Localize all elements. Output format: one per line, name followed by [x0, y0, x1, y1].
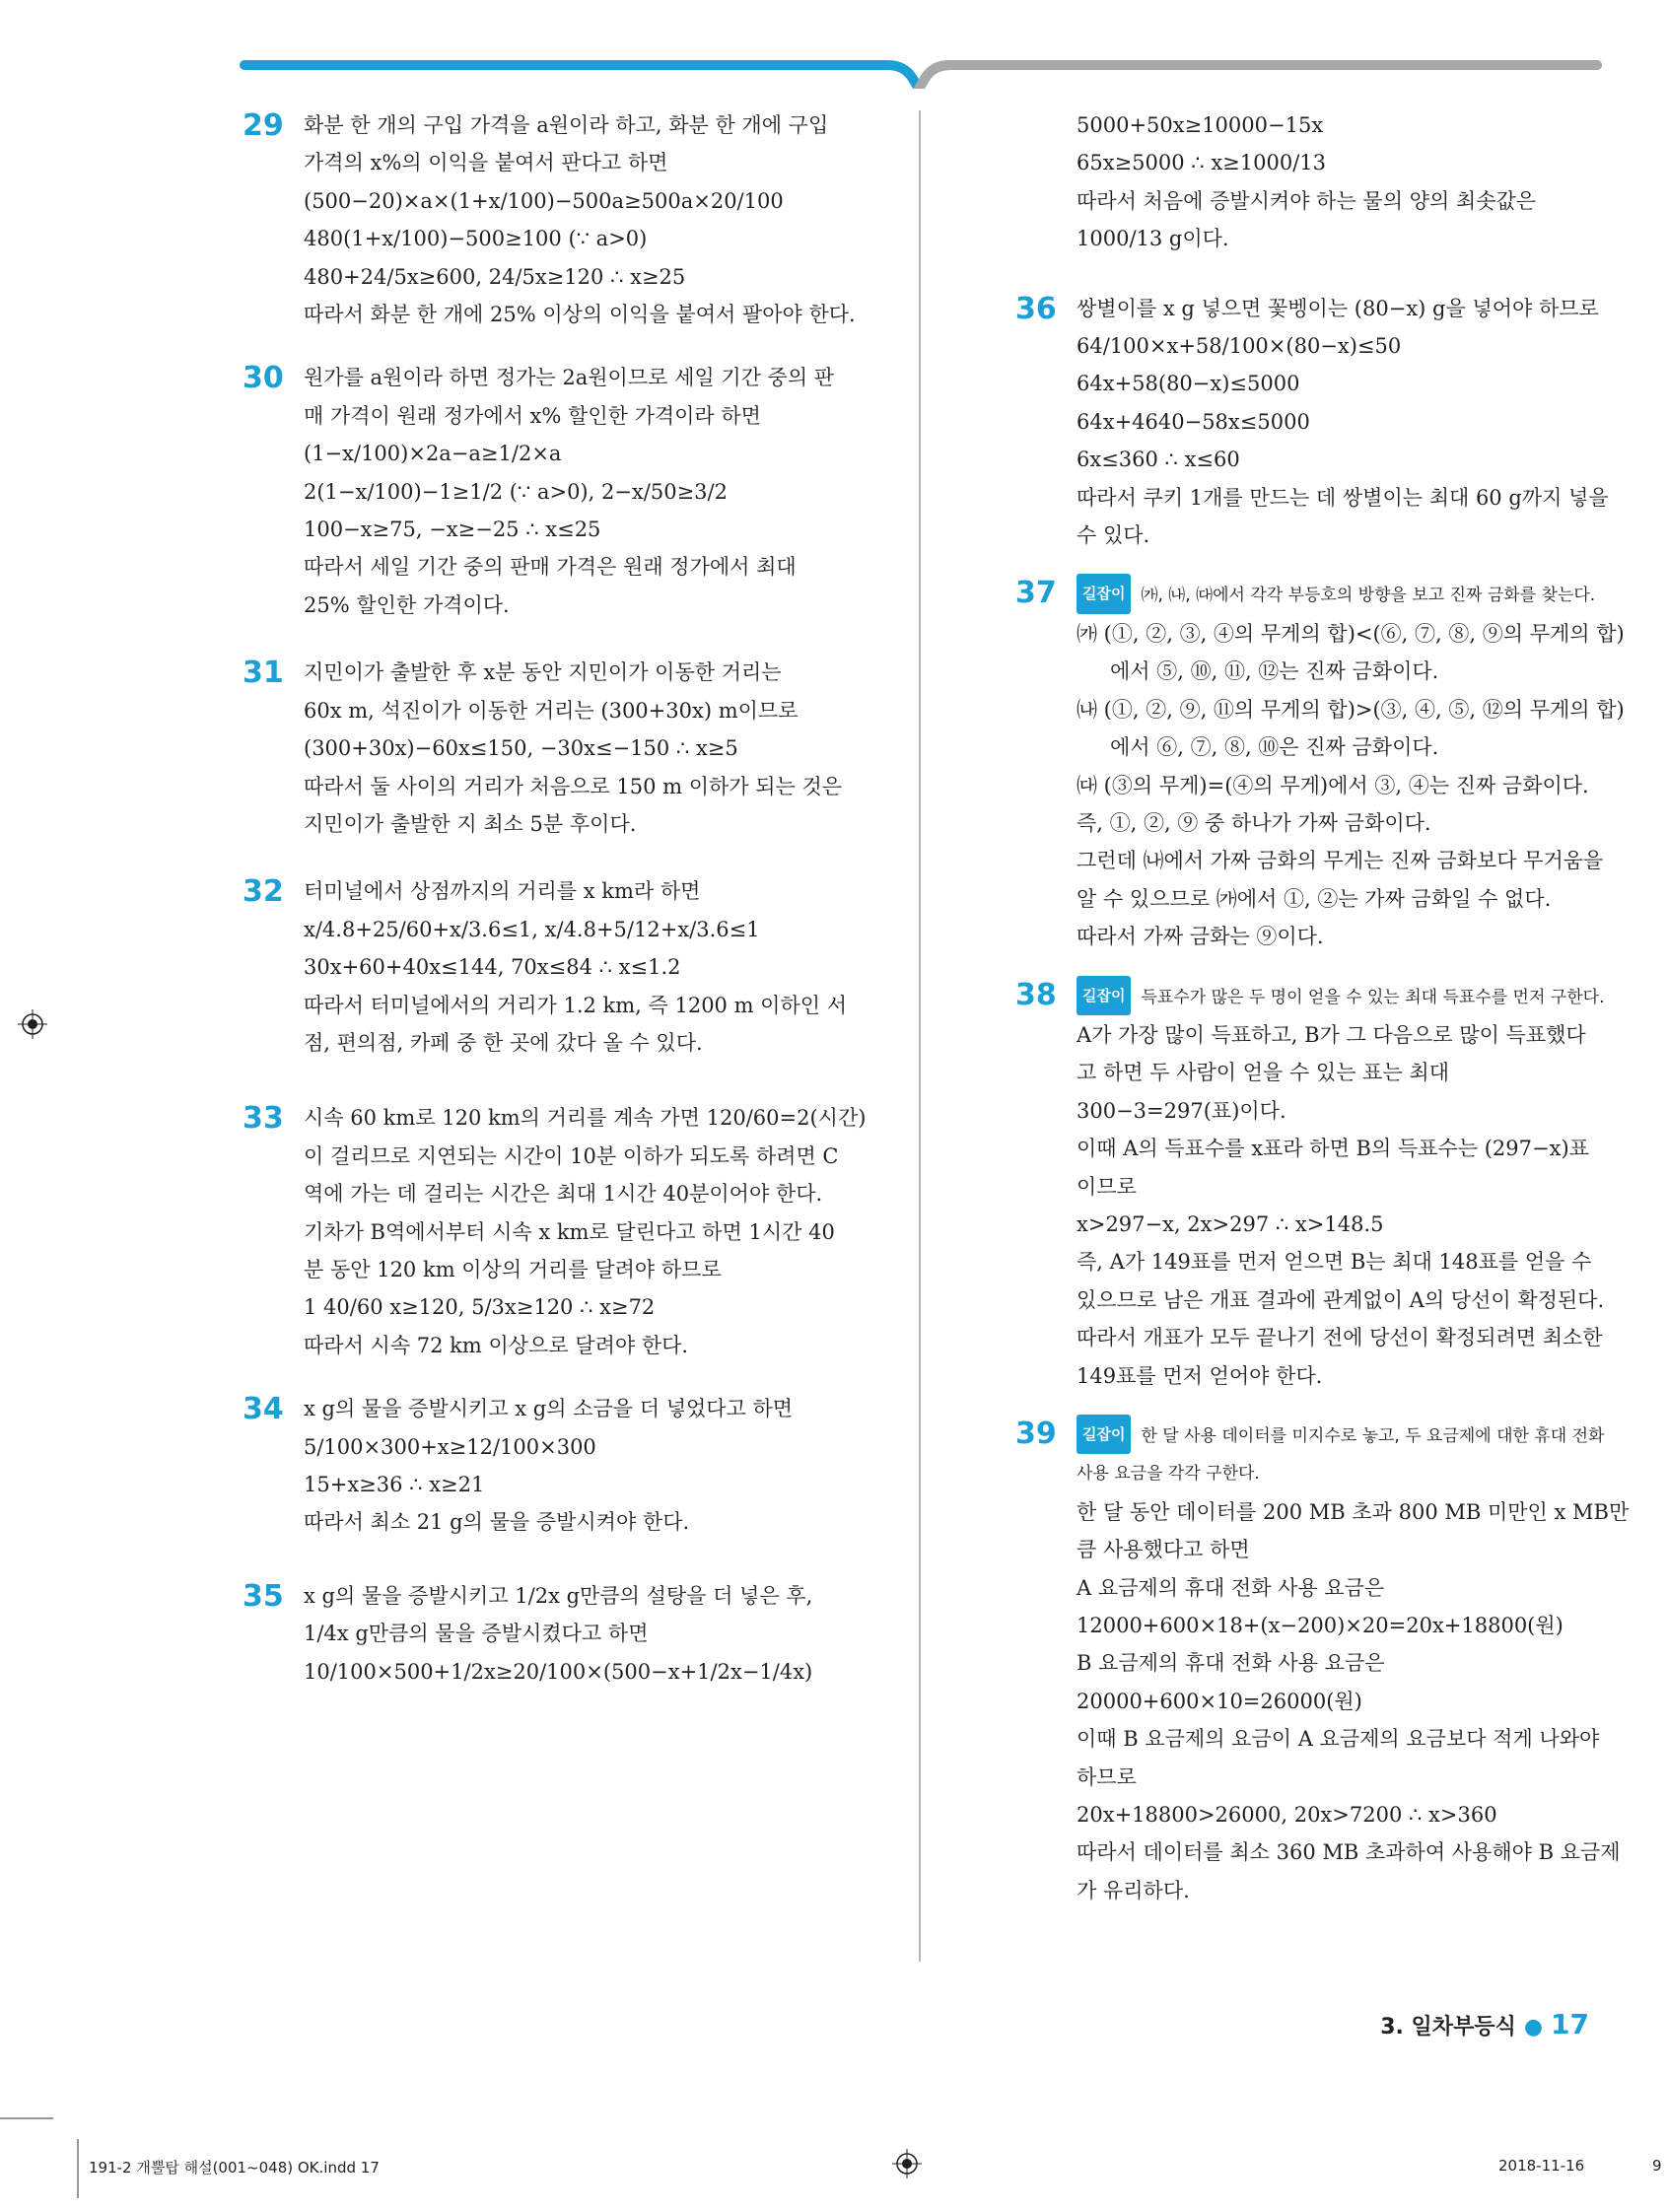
hint-line: [1077, 1415, 1605, 1455]
slug-end: 9: [1652, 2157, 1662, 2175]
solution-line: 지민이가 출발한 후 x분 동안 지민이가 이동한 거리는: [304, 660, 782, 685]
registration-mark-icon: [892, 2149, 922, 2178]
solution-line: 점, 편의점, 카페 중 한 곳에 갔다 올 수 있다.: [304, 1030, 703, 1055]
solution-line: 따라서 둘 사이의 거리가 처음으로 150 m 이하가 되는 것은: [304, 774, 843, 798]
solution-line: 65x≥5000 ∴ x≥1000/13: [1077, 151, 1326, 175]
problem-number: 29: [243, 108, 284, 143]
solution-line: 300−3=297(표)이다.: [1077, 1098, 1286, 1123]
crop-mark: [0, 2117, 53, 2119]
problem-number: 31: [243, 656, 284, 691]
problem-block: [243, 872, 883, 1062]
solution-line: 고 하면 두 사람이 얻을 수 있는 표는 최대: [1077, 1061, 1449, 1085]
right-column: [1015, 106, 1630, 1909]
solution-line: A가 가장 많이 득표하고, B가 그 다음으로 많이 득표했다: [1077, 1022, 1586, 1047]
solution-line: 따라서 최소 21 g의 물을 증발시켜야 한다.: [304, 1510, 690, 1535]
solution-line: 따라서 처음에 증발시켜야 하는 물의 양의 최솟값은: [1077, 188, 1537, 213]
solution-line: 10/100×500+1/2x≥20/100×(500−x+1/2x−1/4x): [304, 1659, 813, 1684]
solution-line: 6x≤360 ∴ x≤60: [1077, 448, 1240, 472]
problem-number: 38: [1015, 977, 1057, 1012]
solution-line: (500−20)×a×(1+x/100)−500a≥500a×20/100: [304, 188, 784, 213]
hint-text: 사용 요금을 각각 구한다.: [1077, 1464, 1260, 1485]
solution-line: 분 동안 120 km 이상의 거리를 달려야 하므로: [304, 1257, 722, 1281]
header-bar: [0, 0, 1668, 89]
solution-line: ㈎ (①, ②, ③, ④의 무게의 합)<(⑥, ⑦, ⑧, ⑨의 무게의 합): [1077, 621, 1625, 646]
solution-line: 1 40/60 x≥120, 5/3x≥120 ∴ x≥72: [304, 1295, 656, 1320]
problem-block: [243, 1390, 883, 1542]
solution-line: 20x+18800>26000, 20x>7200 ∴ x>360: [1077, 1803, 1497, 1828]
problem-block: [1015, 106, 1601, 258]
solution-line: 60x m, 석진이가 이동한 거리는 (300+30x) m이므로: [304, 698, 799, 723]
solution-line: x/4.8+25/60+x/3.6≤1, x/4.8+5/12+x/3.6≤1: [304, 917, 760, 941]
problem-number: 33: [243, 1101, 284, 1137]
solution-line: ㈐ (③의 무게)=(④의 무게)에서 ③, ④는 진짜 금화이다.: [1077, 773, 1589, 797]
solution-line: 역에 가는 데 걸리는 시간은 최대 1시간 40분이어야 한다.: [304, 1182, 823, 1207]
solution-line: 따라서 터미널에서의 거리가 1.2 km, 즉 1200 m 이하인 서: [304, 993, 848, 1017]
solution-line: 원가를 a원이라 하면 정가는 2a원이므로 세일 기간 중의 판: [304, 366, 835, 390]
column-divider: [919, 110, 921, 1962]
solution-line: 화분 한 개의 구입 가격을 a원이라 하고, 화분 한 개에 구입: [304, 113, 829, 137]
solution-line: 이때 B 요금제의 요금이 A 요금제의 요금보다 적게 나와야: [1077, 1727, 1600, 1752]
page-number: 17: [1551, 2008, 1589, 2040]
solution-line: 25% 할인한 가격이다.: [304, 592, 510, 617]
solution-line: 12000+600×18+(x−200)×20=20x+18800(원): [1077, 1614, 1564, 1638]
solution-line: (300+30x)−60x≤150, −30x≤−150 ∴ x≥5: [304, 736, 738, 761]
solution-line: 따라서 개표가 모두 끝나기 전에 당선이 확정되려면 최소한: [1077, 1326, 1603, 1350]
problem-block: [243, 1577, 883, 1691]
problem-number: 36: [1015, 291, 1057, 326]
solution-line: 따라서 시속 72 km 이상으로 달려야 한다.: [304, 1333, 689, 1357]
solution-line: 5/100×300+x≥12/100×300: [304, 1434, 596, 1459]
solution-line: 따라서 화분 한 개에 25% 이상의 이익을 붙여서 팔아야 한다.: [304, 303, 856, 327]
solution-line: 이 걸리므로 지연되는 시간이 10분 이하가 되도록 하려면 C: [304, 1143, 839, 1168]
solution-line: 알 수 있으므로 ㈎에서 ①, ②는 가짜 금화일 수 없다.: [1077, 886, 1552, 911]
hint-text: ㈎, ㈏, ㈐에서 각각 부등호의 방향을 보고 진짜 금화를 찾는다.: [1141, 586, 1596, 606]
problem-number: 35: [243, 1578, 284, 1614]
solution-line: (1−x/100)×2a−a≥1/2×a: [304, 442, 562, 466]
problem-number: 39: [1015, 1417, 1057, 1451]
solution-line: 1000/13 g이다.: [1077, 227, 1229, 251]
solution-line: 가격의 x%의 이익을 붙여서 판다고 하면: [304, 151, 668, 175]
solution-line: 기차가 B역에서부터 시속 x km로 달린다고 하면 1시간 40: [304, 1219, 835, 1244]
solution-line: 따라서 데이터를 최소 360 MB 초과하여 사용해야 B 요금제: [1077, 1840, 1621, 1865]
solution-line: 에서 ⑥, ⑦, ⑧, ⑩은 진짜 금화이다.: [1110, 735, 1439, 760]
problem-number: 30: [243, 361, 284, 396]
hint-badge: 길잡이: [1077, 574, 1131, 613]
hint-badge: 길잡이: [1077, 1415, 1131, 1454]
solution-line: 따라서 세일 기간 중의 판매 가격은 원래 정가에서 최대: [304, 555, 797, 580]
solution-line: 480(1+x/100)−500≥100 (∵ a>0): [304, 227, 648, 251]
solution-line: 그런데 ㈏에서 가짜 금화의 무게는 진짜 금화보다 무거움을: [1077, 849, 1604, 873]
registration-mark-icon: [18, 1009, 47, 1039]
solution-line: 20000+600×10=26000(원): [1077, 1689, 1362, 1713]
solution-line: 터미널에서 상점까지의 거리를 x km라 하면: [304, 879, 701, 904]
crop-mark: [77, 2139, 79, 2198]
solution-line: 지민이가 출발한 지 최소 5분 후이다.: [304, 811, 637, 836]
solution-line: 100−x≥75, −x≥−25 ∴ x≤25: [304, 518, 601, 542]
problem-block: [1015, 574, 1625, 955]
hint-text: 한 달 사용 데이터를 미지수로 놓고, 두 요금제에 대한 휴대 전화: [1141, 1426, 1605, 1446]
problem-block: [1015, 290, 1609, 555]
solution-line: 64x+4640−58x≤5000: [1077, 409, 1310, 434]
solution-line: 있으므로 남은 개표 결과에 관계없이 A의 당선이 확정된다.: [1077, 1287, 1605, 1312]
solution-line: x g의 물을 증발시키고 x g의 소금을 더 넣었다고 하면: [304, 1397, 794, 1421]
hint-badge: 길잡이: [1077, 976, 1131, 1015]
slug-file: 191-2 개뿔탑 해설(001~048) OK.indd 17: [89, 2159, 380, 2177]
solution-line: 쌍별이를 x g 넣으면 꽃벵이는 (80−x) g을 넣어야 하므로: [1077, 296, 1599, 320]
solution-line: 1/4x g만큼의 물을 증발시켰다고 하면: [304, 1622, 649, 1646]
solution-line: 64x+58(80−x)≤5000: [1077, 372, 1300, 396]
solution-line: 즉, ①, ②, ⑨ 중 하나가 가짜 금화이다.: [1077, 810, 1431, 835]
solution-line: 이므로: [1077, 1174, 1137, 1199]
chapter-title: 3. 일차부등식: [1380, 2015, 1516, 2039]
left-column: [243, 106, 883, 1691]
solution-line: 15+x≥36 ∴ x≥21: [304, 1473, 485, 1496]
solution-line: 149표를 먼저 얻어야 한다.: [1077, 1363, 1323, 1388]
problem-block: [1015, 1415, 1630, 1909]
solution-line: 큼 사용했다고 하면: [1077, 1538, 1250, 1562]
hint-line: [1077, 976, 1605, 1016]
solution-line: 하므로: [1077, 1764, 1137, 1789]
solution-line: 한 달 동안 데이터를 200 MB 초과 800 MB 미만인 x MB만: [1077, 1499, 1630, 1524]
footer-chapter: [1380, 2008, 1589, 2040]
hint-line: [1077, 574, 1601, 614]
solution-line: 따라서 쿠키 1개를 만드는 데 쌍별이는 최대 60 g까지 넣을: [1077, 485, 1609, 510]
slug-date: 2018-11-16: [1498, 2157, 1585, 2175]
solution-line: 에서 ⑤, ⑩, ⑪, ⑫는 진짜 금화이다.: [1110, 659, 1439, 684]
problem-number: 34: [243, 1392, 284, 1427]
solution-line: ㈏ (①, ②, ⑨, ⑪의 무게의 합)>(③, ④, ⑤, ⑫의 무게의 합): [1077, 697, 1625, 722]
solution-line: 시속 60 km로 120 km의 거리를 계속 가면 120/60=2(시간): [304, 1106, 867, 1131]
solution-line: 이때 A의 득표수를 x표라 하면 B의 득표수는 (297−x)표: [1077, 1137, 1589, 1161]
solution-line: A 요금제의 휴대 전화 사용 요금은: [1077, 1575, 1385, 1600]
hint-text: 득표수가 많은 두 명이 얻을 수 있는 최대 득표수를 먼저 구한다.: [1141, 987, 1605, 1007]
solution-line: 수 있다.: [1077, 523, 1150, 548]
problem-block: [1015, 976, 1605, 1395]
solution-line: B 요금제의 휴대 전화 사용 요금은: [1077, 1651, 1385, 1676]
problem-block: [243, 359, 883, 624]
problem-block: [243, 106, 883, 333]
solution-line: x g의 물을 증발시키고 1/2x g만큼의 설탕을 더 넣은 후,: [304, 1583, 813, 1608]
problem-block: [243, 1099, 883, 1364]
solution-line: 즉, A가 149표를 먼저 얻으면 B는 최대 148표를 얻을 수: [1077, 1250, 1592, 1275]
solution-line: 5000+50x≥10000−15x: [1077, 113, 1324, 137]
problem-number: 32: [243, 874, 284, 910]
problem-block: [243, 654, 883, 843]
bullet-icon: ●: [1523, 2015, 1544, 2039]
solution-line: 2(1−x/100)−1≥1/2 (∵ a>0), 2−x/50≥3/2: [304, 479, 728, 504]
solution-line: 480+24/5x≥600, 24/5x≥120 ∴ x≥25: [304, 264, 686, 289]
solution-line: 매 가격이 원래 정가에서 x% 할인한 가격이라 하면: [304, 403, 761, 428]
problem-number: 37: [1015, 576, 1057, 611]
solution-line: 가 유리하다.: [1077, 1878, 1190, 1902]
solution-line: x>297−x, 2x>297 ∴ x>148.5: [1077, 1211, 1384, 1236]
solution-line: 30x+60+40x≤144, 70x≤84 ∴ x≤1.2: [304, 955, 681, 980]
solution-line: 따라서 가짜 금화는 ⑨이다.: [1077, 925, 1324, 949]
solution-line: 64/100×x+58/100×(80−x)≤50: [1077, 334, 1402, 359]
